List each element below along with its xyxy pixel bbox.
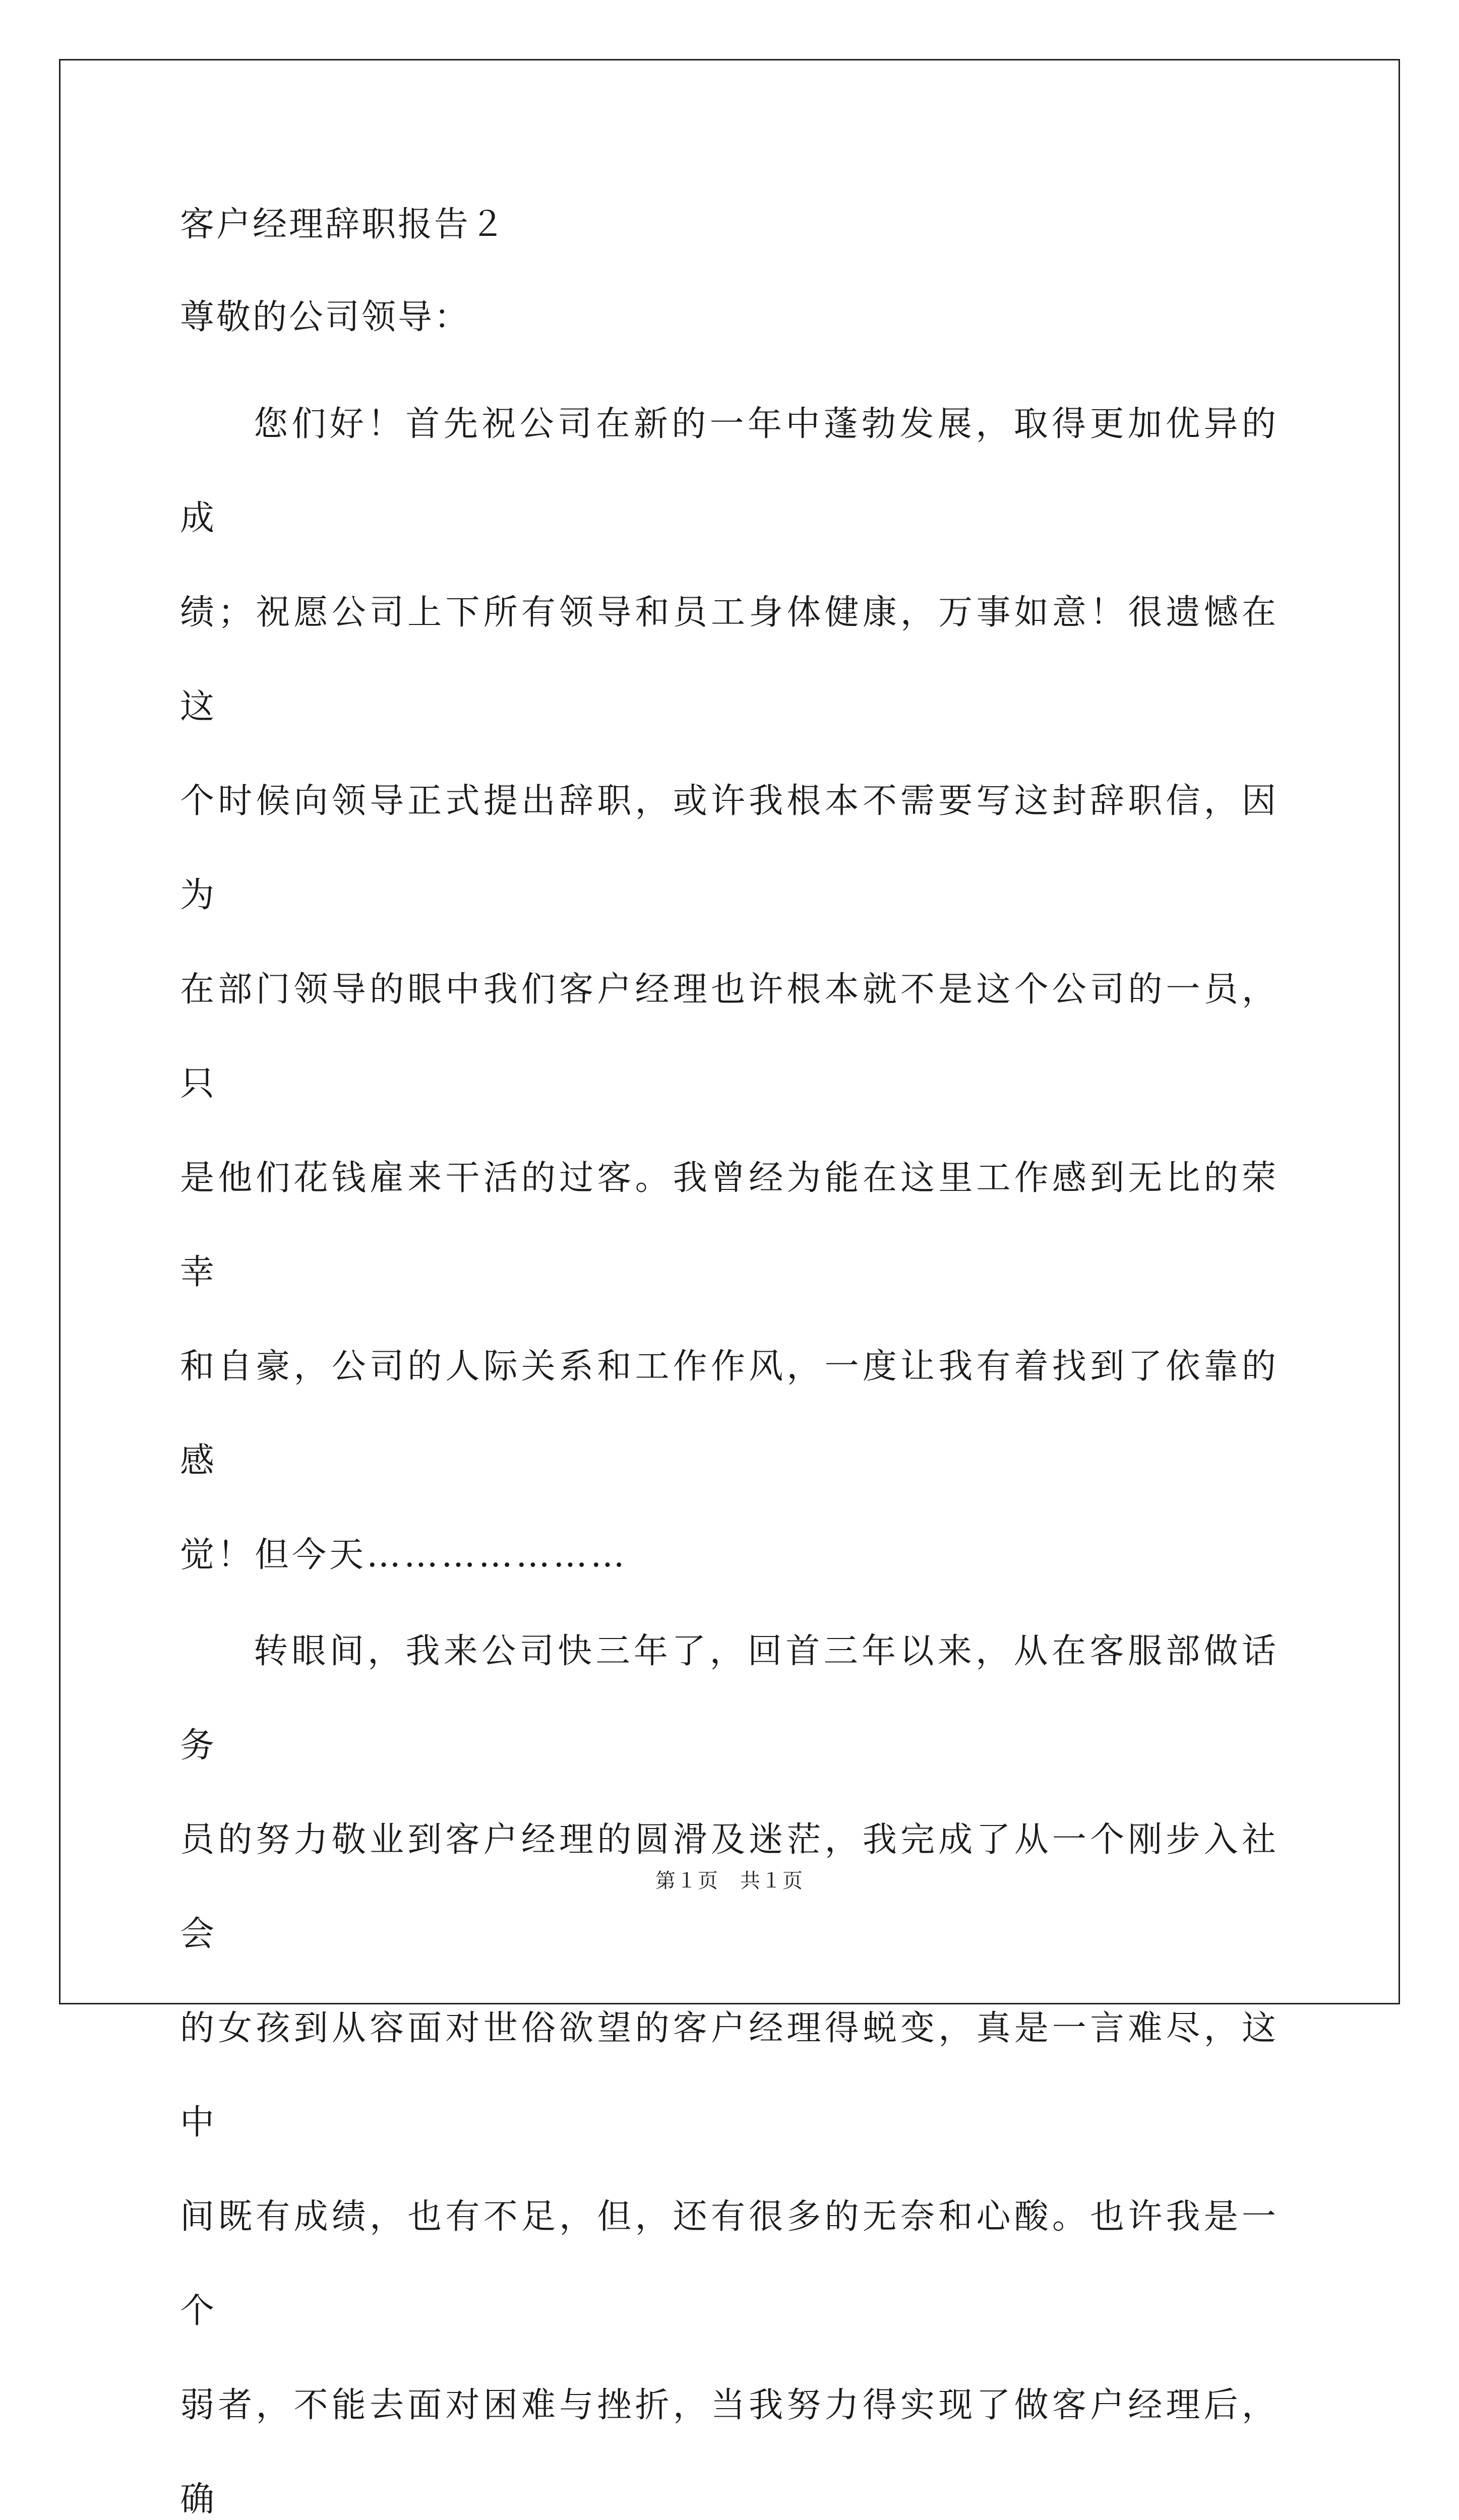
paragraph-line: 的女孩到从容面对世俗欲望的客户经理得蜕变，真是一言难尽，这中 [180,2008,1279,2143]
paragraph-line: 是他们花钱雇来干活的过客。我曾经为能在这里工作感到无比的荣幸 [180,1158,1279,1292]
paragraph-line: 觉！但今天………………… [180,1535,628,1575]
paragraph-2 [180,1604,1279,2520]
salutation: 尊敬的公司领导： [180,297,471,337]
paragraph-line: 转眼间，我来公司快三年了，回首三年以来，从在客服部做话务 [180,1631,1279,1766]
paragraph-line: 员的努力敬业到客户经理的圆滑及迷茫，我完成了从一个刚步入社会 [180,1820,1279,1954]
paragraph-line: 个时候向领导正式提出辞职，或许我根本不需要写这封辞职信，因为 [180,781,1279,915]
paragraph-line: 和自豪，公司的人际关系和工作作风，一度让我有着找到了依靠的感 [180,1347,1279,1481]
document-title: 客户经理辞职报告２ [180,205,507,244]
paragraph-line: 间既有成绩，也有不足，但，还有很多的无奈和心酸。也许我是一个 [180,2197,1279,2331]
paragraph-line: 绩；祝愿公司上下所有领导和员工身体健康，万事如意！很遗憾在这 [180,593,1279,727]
paragraph-1 [180,377,1279,1602]
document-body [180,192,1279,2520]
paragraph-line: 弱者，不能去面对困难与挫折，当我努力得实现了做客户经理后，确 [180,2385,1279,2519]
paragraph-line: 在部门领导的眼中我们客户经理也许根本就不是这个公司的一员，只 [180,970,1279,1104]
page-number-footer: 第１页 共１页 [655,1869,804,1893]
paragraph-line: 您们好！首先祝公司在新的一年中蓬勃发展，取得更加优异的成 [180,404,1279,538]
